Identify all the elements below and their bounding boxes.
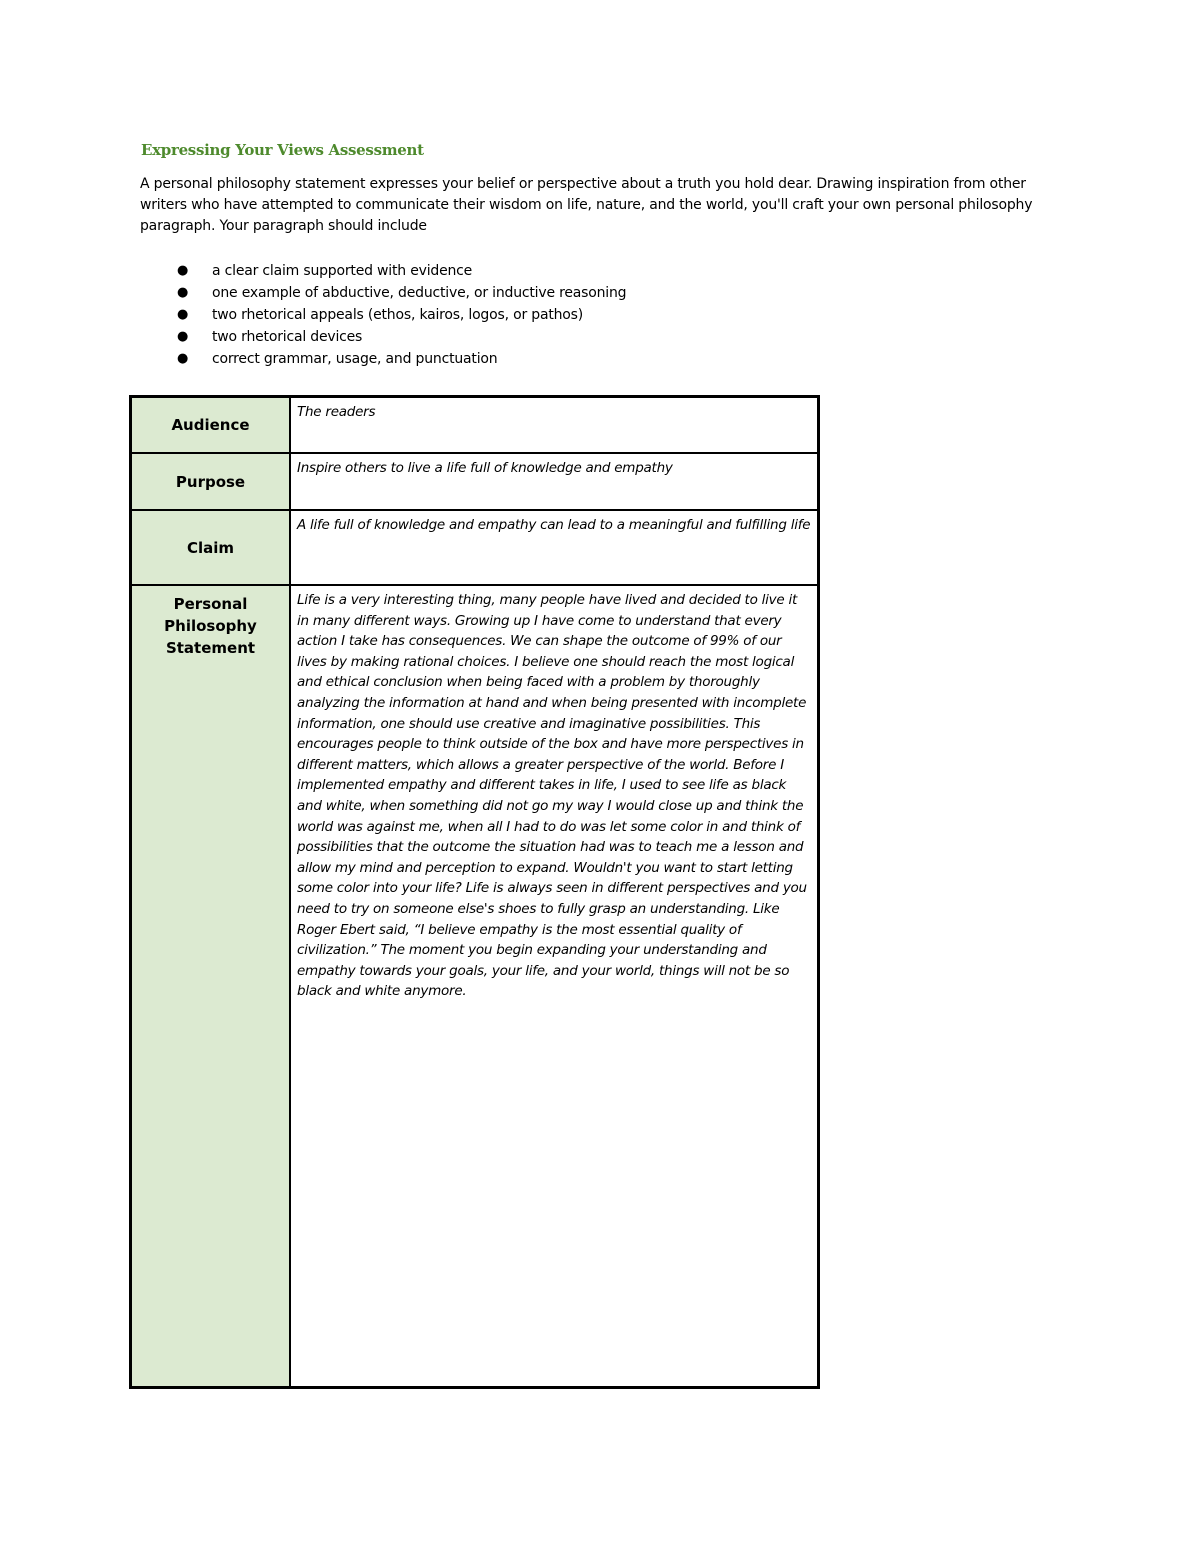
audience-label: Audience: [131, 397, 291, 454]
bullet-icon: ●: [177, 351, 189, 366]
purpose-label: Purpose: [131, 453, 291, 510]
list-item: [140, 326, 626, 348]
table-row: [131, 585, 819, 1388]
requirement-text: two rhetorical devices: [212, 329, 363, 345]
table-row: [131, 453, 819, 510]
statement-label-text: Personal Philosophy Statement: [164, 595, 257, 657]
claim-label: Claim: [131, 510, 291, 585]
table-row: [131, 510, 819, 585]
requirements-list: [140, 260, 626, 370]
table-row: [131, 397, 819, 454]
claim-value[interactable]: A life full of knowledge and empathy can lead to a meaningful and fulfilling life: [290, 510, 819, 585]
list-item: [140, 348, 626, 370]
intro-paragraph: A personal philosophy statement expresses your belief or perspective about a truth you hold dear. Drawing inspiration from other writers who have attempted to communicate their wisdom on life, nature, and the world, you'll craft your own personal philosophy paragraph. Your paragraph should include: [140, 176, 1033, 234]
requirement-text: two rhetorical appeals (ethos, kairos, logos, or pathos): [212, 307, 584, 323]
purpose-value[interactable]: Inspire others to live a life full of knowledge and empathy: [290, 453, 819, 510]
document-title: Expressing Your Views Assessment: [141, 141, 424, 159]
requirement-text: a clear claim supported with evidence: [212, 263, 473, 279]
list-item: [140, 304, 626, 326]
list-item: [140, 282, 626, 304]
bullet-icon: ●: [177, 263, 189, 278]
statement-label: [131, 585, 291, 1388]
statement-value[interactable]: Life is a very interesting thing, many people have lived and decided to live it in many different ways. Growing up I have come to understand that every action I take has consequences. We can shape the outcome of 99% of our lives by making rational choices. I believe one should reach the most logical and ethical conclusion when being faced with a problem by thoroughly analyzing the information at hand and when being presented with incomplete information, one should use creative and imaginative possibilities. This encourages people to think outside of the box and have more perspectives in different matters, which allows a greater perspective of the world. Before I implemented empathy and different takes in life, I used to see life as black and white, when something did not go my way I would close up and think the world was against me, when all I had to do was let some color in and think of possibilities that the outcome the situation had was to teach me a lesson and allow my mind and perception to expand. Wouldn't you want to start letting some color into your life? Life is always seen in different perspectives and you need to try on someone else's shoes to fully grasp an understanding. Like Roger Ebert said, “I believe empathy is the most essential quality of civilization.” The moment you begin expanding your understanding and empathy towards your goals, your life, and your world, things will not be so black and white anymore.: [290, 585, 819, 1388]
bullet-icon: ●: [177, 307, 189, 322]
requirement-text: correct grammar, usage, and punctuation: [212, 351, 498, 367]
requirement-text: one example of abductive, deductive, or inductive reasoning: [212, 285, 627, 301]
audience-value[interactable]: The readers: [290, 397, 819, 454]
bullet-icon: ●: [177, 285, 189, 300]
planning-table: [129, 395, 820, 1389]
bullet-icon: ●: [177, 329, 189, 344]
list-item: [140, 260, 626, 282]
